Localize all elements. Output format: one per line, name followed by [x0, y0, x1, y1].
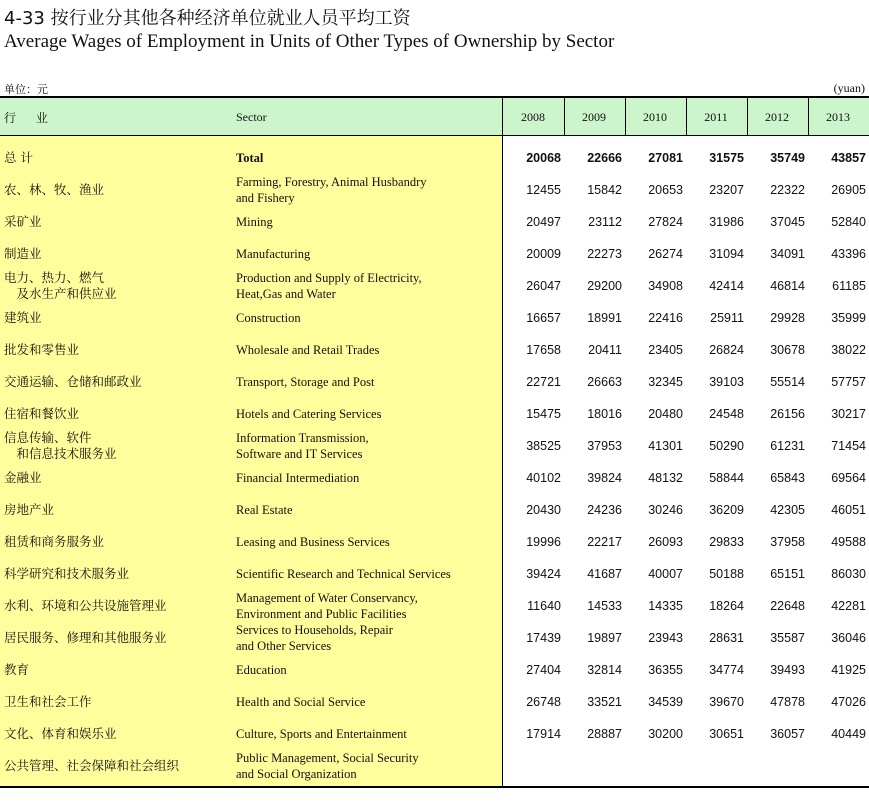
wage-value: 30678: [770, 343, 805, 357]
wage-value: 43857: [831, 151, 866, 165]
wage-value: 65843: [770, 471, 805, 485]
sector-name-cn: 信息传输、软件: [4, 430, 92, 445]
wage-value: 38525: [526, 439, 561, 453]
wage-value: 18016: [587, 407, 622, 421]
table-row: [0, 302, 869, 334]
table-row: [0, 142, 869, 174]
sector-name-cn: 教育: [4, 662, 30, 677]
wage-value: 26748: [526, 695, 561, 709]
wage-value: 20068: [526, 151, 561, 165]
header-sector-en: Sector: [236, 110, 267, 124]
wage-value: 26824: [709, 343, 744, 357]
year-header: 2012: [765, 110, 789, 124]
wage-value: 34774: [709, 663, 744, 677]
sector-name-cn: 和信息技术服务业: [4, 446, 117, 461]
wage-value: 36209: [709, 503, 744, 517]
wage-value: 20497: [526, 215, 561, 229]
wage-value: 26274: [648, 247, 683, 261]
sector-name-en: Scientific Research and Technical Services: [236, 567, 451, 581]
table-row: [0, 686, 869, 718]
wage-value: 34539: [648, 695, 683, 709]
wage-value: 65151: [770, 567, 805, 581]
wage-value: 22273: [587, 247, 622, 261]
wage-value: 41687: [587, 567, 622, 581]
sector-name-en: and Other Services: [236, 639, 332, 653]
wage-value: 20480: [648, 407, 683, 421]
sector-name-cn: 卫生和社会工作: [4, 694, 92, 709]
wage-value: 19897: [587, 631, 622, 645]
table-row: [0, 398, 869, 430]
wage-value: 20430: [526, 503, 561, 517]
wage-value: 50188: [709, 567, 744, 581]
header-sector-cn: 行 业: [4, 111, 56, 125]
sector-name-en: Environment and Public Facilities: [236, 607, 407, 621]
sector-name-en: Public Management, Social Security: [236, 751, 419, 765]
wage-value: 50290: [709, 439, 744, 453]
wage-value: 32345: [648, 375, 683, 389]
wage-value: 17439: [526, 631, 561, 645]
wage-value: 14533: [587, 599, 622, 613]
sector-name-en: Software and IT Services: [236, 447, 363, 461]
wage-value: 34091: [770, 247, 805, 261]
sector-name-cn: 农、林、牧、渔业: [4, 182, 105, 197]
sector-name-cn: 公共管理、社会保障和社会组织: [4, 758, 180, 773]
table-row: [0, 238, 869, 270]
sector-name-en: and Fishery: [236, 191, 295, 205]
wage-value: 40449: [831, 727, 866, 741]
unit-label-cn: 单位：元: [4, 83, 48, 96]
wage-value: 29928: [770, 311, 805, 325]
table-title-cn: 4-33 按行业分其他各种经济单位就业人员平均工资: [4, 8, 411, 29]
table-row: [0, 366, 869, 398]
wage-value: 47026: [831, 695, 866, 709]
year-header: 2008: [521, 110, 545, 124]
wage-value: 26047: [526, 279, 561, 293]
wage-value: 57757: [831, 375, 866, 389]
column-divider: [686, 97, 687, 135]
wage-value: 61231: [770, 439, 805, 453]
sector-name-en: Health and Social Service: [236, 695, 366, 709]
wage-value: 42414: [709, 279, 744, 293]
sector-name-en: Wholesale and Retail Trades: [236, 343, 380, 357]
wage-value: 47878: [770, 695, 805, 709]
sector-name-en: Culture, Sports and Entertainment: [236, 727, 407, 741]
wage-value: 22721: [526, 375, 561, 389]
sector-name-en: Manufacturing: [236, 247, 311, 261]
year-header: 2013: [826, 110, 850, 124]
sector-name-cn: 金融业: [4, 470, 42, 485]
column-divider: [808, 97, 809, 135]
wage-value: 23943: [648, 631, 683, 645]
top-rule: [0, 96, 869, 98]
table-row: [0, 654, 869, 686]
wage-value: 42281: [831, 599, 866, 613]
sector-name-en: and Social Organization: [236, 767, 357, 781]
wage-value: 23112: [588, 215, 622, 229]
column-divider: [625, 97, 626, 135]
wage-value: 29200: [587, 279, 622, 293]
wage-value: 49588: [831, 535, 866, 549]
sector-name-en: Hotels and Catering Services: [236, 407, 382, 421]
sector-name-en: Financial Intermediation: [236, 471, 360, 485]
wage-value: 17914: [526, 727, 561, 741]
wage-value: 36046: [831, 631, 866, 645]
wage-value: 41301: [648, 439, 683, 453]
wage-value: 36057: [770, 727, 805, 741]
wage-value: 42305: [770, 503, 805, 517]
wage-value: 31986: [709, 215, 744, 229]
wage-value: 28887: [587, 727, 622, 741]
wage-value: 71454: [831, 439, 866, 453]
wage-value: 22666: [587, 151, 622, 165]
sector-name-cn: 制造业: [4, 246, 42, 261]
wage-value: 43396: [831, 247, 866, 261]
sector-name-en: Mining: [236, 215, 273, 229]
wage-value: 24236: [587, 503, 622, 517]
wage-value: 29833: [709, 535, 744, 549]
table-row: [0, 494, 869, 526]
wage-value: 23207: [709, 183, 744, 197]
wage-value: 15842: [587, 183, 622, 197]
sector-name-en: Information Transmission,: [236, 431, 369, 445]
wage-value: 46051: [831, 503, 866, 517]
wage-value: 39824: [587, 471, 622, 485]
wage-value: 15475: [526, 407, 561, 421]
table-row: [0, 174, 869, 206]
wage-value: 40007: [648, 567, 683, 581]
sector-name-en: Management of Water Conservancy,: [236, 591, 418, 605]
wage-value: 28631: [709, 631, 744, 645]
wage-value: 26093: [648, 535, 683, 549]
wage-value: 22322: [770, 183, 805, 197]
wage-value: 27081: [648, 151, 683, 165]
sector-name-en: Farming, Forestry, Animal Husbandry: [236, 175, 427, 189]
table-row: [0, 334, 869, 366]
wage-value: 19996: [526, 535, 561, 549]
wage-value: 48132: [648, 471, 683, 485]
wage-value: 31575: [709, 151, 744, 165]
wage-value: 32814: [587, 663, 622, 677]
column-divider: [564, 97, 565, 135]
year-header: 2009: [582, 110, 606, 124]
sector-name-en: Construction: [236, 311, 301, 325]
table-row: [0, 430, 869, 462]
table-row: [0, 590, 869, 622]
unit-label-en: (yuan): [833, 81, 865, 95]
sector-name-cn: 租赁和商务服务业: [4, 534, 105, 549]
year-header: 2011: [704, 110, 728, 124]
wage-value: 40102: [526, 471, 561, 485]
wage-value: 17658: [526, 343, 561, 357]
wage-value: 69564: [831, 471, 866, 485]
wage-value: 35749: [770, 151, 805, 165]
table-row: [0, 206, 869, 238]
wage-value: 39103: [709, 375, 744, 389]
wage-value: 22217: [587, 535, 622, 549]
header-rule: [0, 135, 869, 136]
wage-value: 55514: [770, 375, 805, 389]
table-row: [0, 526, 869, 558]
sector-name-cn: 总 计: [4, 150, 33, 165]
table-title-en: Average Wages of Employment in Units of Other Types of Ownership by Sector: [4, 31, 615, 52]
wage-value: 22416: [648, 311, 683, 325]
wage-value: 38022: [831, 343, 866, 357]
sector-name-cn: 及水生产和供应业: [4, 286, 117, 301]
wage-value: 20411: [588, 343, 622, 357]
sector-name-cn: 住宿和餐饮业: [4, 406, 80, 421]
wage-value: 26156: [770, 407, 805, 421]
wage-value: 37045: [770, 215, 805, 229]
wage-value: 24548: [709, 407, 744, 421]
sector-name-cn: 科学研究和技术服务业: [4, 566, 130, 581]
wage-value: 58844: [709, 471, 744, 485]
sector-name-cn: 采矿业: [4, 214, 42, 229]
wage-value: 30651: [709, 727, 744, 741]
wage-value: 14335: [648, 599, 683, 613]
bottom-rule: [0, 786, 869, 788]
wage-value: 61185: [832, 279, 866, 293]
wage-value: 18991: [587, 311, 622, 325]
sector-name-cn: 建筑业: [4, 310, 42, 325]
wage-value: 39424: [526, 567, 561, 581]
wage-value: 34908: [648, 279, 683, 293]
sector-name-en: Production and Supply of Electricity,: [236, 271, 422, 285]
sector-name-cn: 水利、环境和公共设施管理业: [4, 598, 167, 613]
wage-value: 52840: [831, 215, 866, 229]
table-row: [0, 622, 869, 654]
table-row: [0, 750, 869, 782]
sector-name-en: Transport, Storage and Post: [236, 375, 375, 389]
wage-value: 30217: [831, 407, 866, 421]
wage-value: 30200: [648, 727, 683, 741]
wage-value: 11640: [527, 599, 561, 613]
sector-name-cn: 电力、热力、燃气: [4, 270, 105, 285]
wage-value: 26663: [587, 375, 622, 389]
wage-value: 33521: [587, 695, 622, 709]
sector-name-en: Total: [236, 151, 264, 165]
wage-value: 37953: [587, 439, 622, 453]
wage-value: 18264: [709, 599, 744, 613]
wage-value: 41925: [831, 663, 866, 677]
sector-name-en: Leasing and Business Services: [236, 535, 390, 549]
wage-value: 20009: [526, 247, 561, 261]
table-row: [0, 558, 869, 590]
wage-value: 26905: [831, 183, 866, 197]
wage-value: 37958: [770, 535, 805, 549]
sector-name-cn: 批发和零售业: [4, 342, 80, 357]
column-divider: [747, 97, 748, 135]
wage-value: 35587: [770, 631, 805, 645]
table-row: [0, 462, 869, 494]
wage-value: 46814: [770, 279, 805, 293]
sector-name-en: Real Estate: [236, 503, 293, 517]
sector-name-cn: 交通运输、仓储和邮政业: [4, 374, 142, 389]
table-row: [0, 270, 869, 302]
wage-value: 86030: [831, 567, 866, 581]
wage-value: 35999: [831, 311, 866, 325]
sector-name-en: Education: [236, 663, 287, 677]
wage-value: 12455: [526, 183, 561, 197]
wage-value: 22648: [770, 599, 805, 613]
sector-name-cn: 文化、体育和娱乐业: [4, 726, 117, 741]
wage-value: 27824: [648, 215, 683, 229]
sector-name-en: Services to Households, Repair: [236, 623, 393, 637]
wage-value: 20653: [648, 183, 683, 197]
wage-value: 39493: [770, 663, 805, 677]
wage-value: 30246: [648, 503, 683, 517]
wage-value: 31094: [709, 247, 744, 261]
wage-value: 16657: [526, 311, 561, 325]
year-header: 2010: [643, 110, 667, 124]
wage-value: 36355: [648, 663, 683, 677]
sector-name-en: Heat,Gas and Water: [236, 287, 336, 301]
sector-name-cn: 房地产业: [4, 502, 55, 517]
wage-value: 23405: [648, 343, 683, 357]
table-row: [0, 718, 869, 750]
wage-value: 39670: [709, 695, 744, 709]
wage-value: 25911: [710, 311, 744, 325]
sector-name-cn: 居民服务、修理和其他服务业: [4, 630, 167, 645]
wage-value: 27404: [526, 663, 561, 677]
